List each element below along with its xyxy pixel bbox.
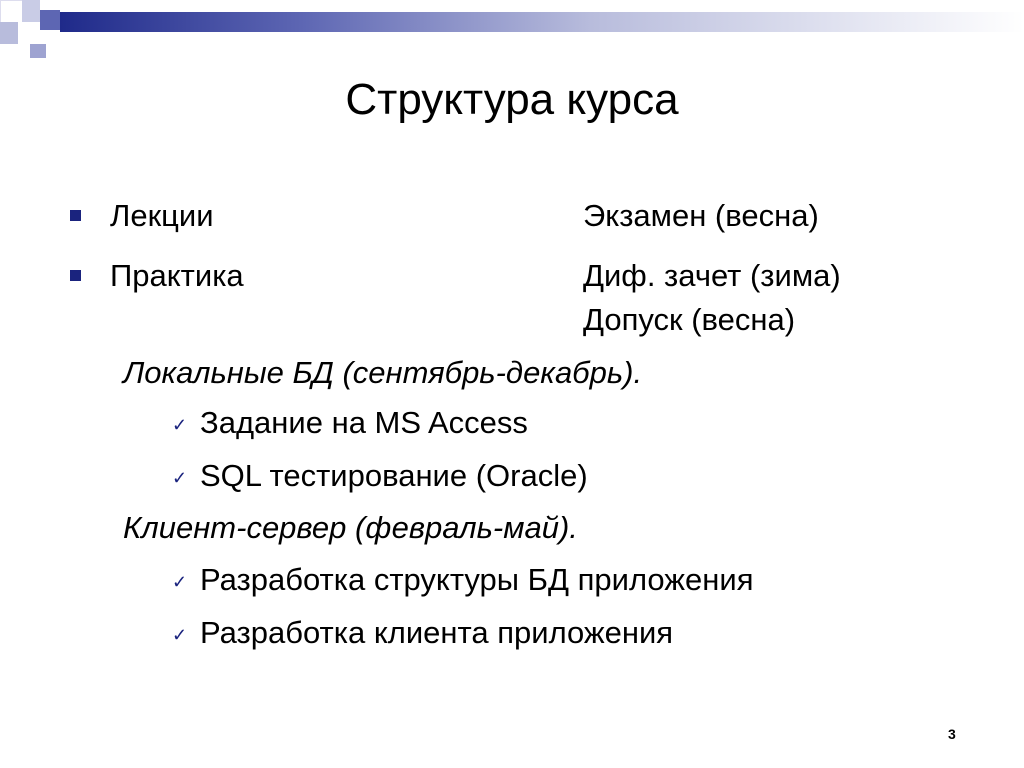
decor-square <box>22 0 40 22</box>
section-heading-client-server: Клиент-сервер (февраль-май). <box>123 510 578 545</box>
page-number: 3 <box>948 726 956 742</box>
list-item-label: Задание на MS Access <box>200 405 528 440</box>
square-bullet-icon <box>70 210 81 221</box>
bullet-label: Практика <box>110 258 244 293</box>
section-heading-local-db: Локальные БД (сентябрь-декабрь). <box>123 355 643 390</box>
assessment-practice-2: Допуск (весна) <box>583 302 796 337</box>
list-item-label: Разработка структуры БД приложения <box>200 562 754 597</box>
assessment-lectures: Экзамен (весна) <box>583 198 819 233</box>
decor-square <box>0 0 24 24</box>
bullet-label: Лекции <box>110 198 214 233</box>
list-item-label: Разработка клиента приложения <box>200 615 674 650</box>
square-bullet-icon <box>70 270 81 281</box>
slide-title: Структура курса <box>345 75 679 124</box>
checkmark-icon: ✓ <box>172 468 188 488</box>
decor-square <box>18 22 40 44</box>
checkmark-icon: ✓ <box>172 572 188 592</box>
checkmark-icon: ✓ <box>172 625 188 645</box>
assessment-practice-1: Диф. зачет (зима) <box>583 258 841 293</box>
decor-square <box>30 44 46 58</box>
checkmark-icon: ✓ <box>172 415 188 435</box>
decor-square <box>40 10 60 30</box>
list-item-label: SQL тестирование (Oracle) <box>200 458 588 493</box>
decor-square <box>0 22 18 44</box>
header-gradient-bar <box>60 12 1024 32</box>
